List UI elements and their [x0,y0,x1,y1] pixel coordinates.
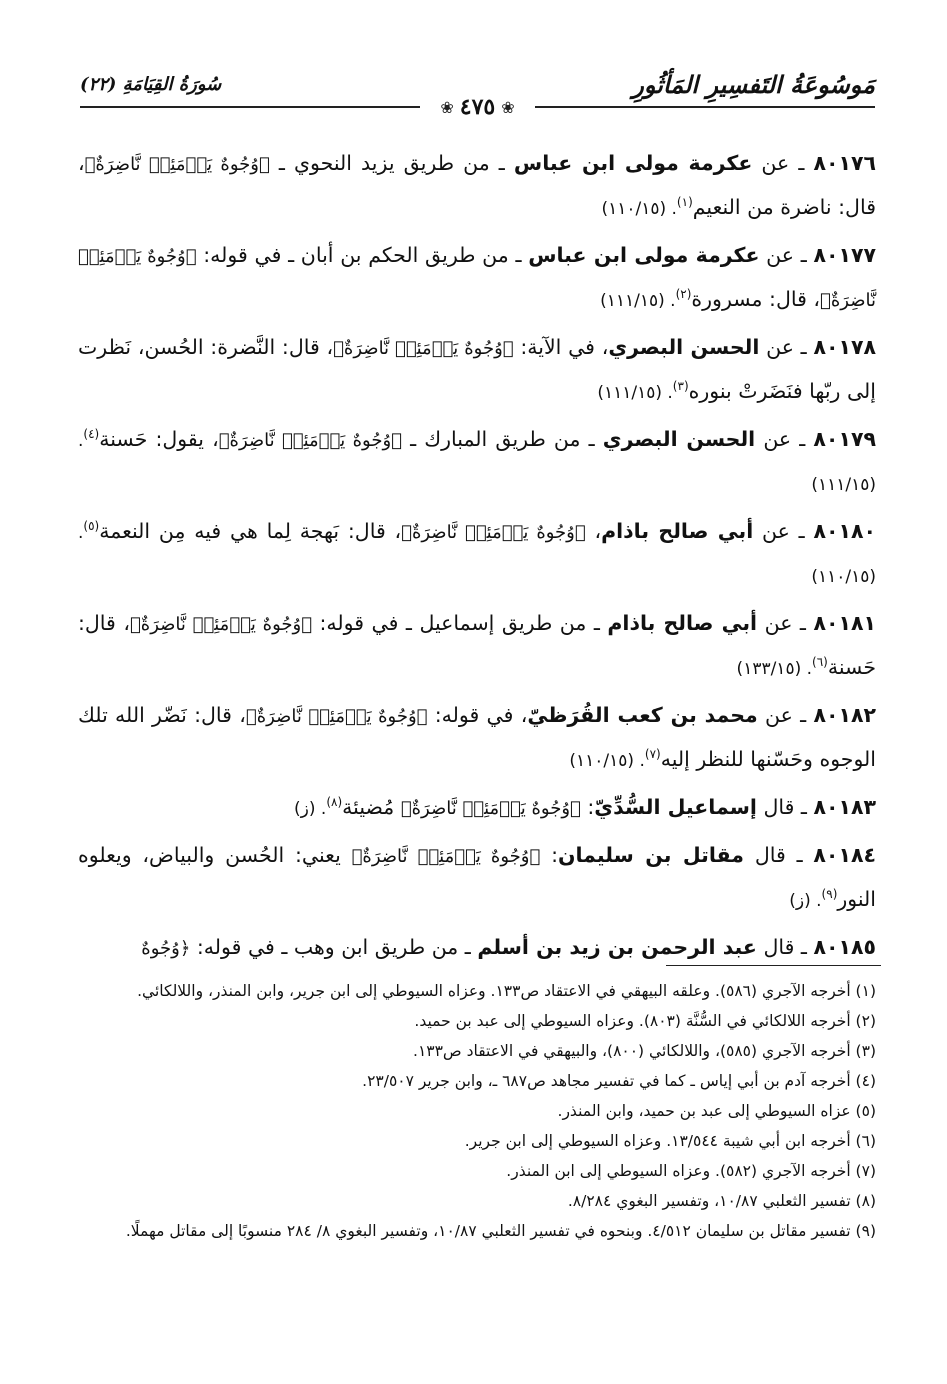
ornament-icon: ❀ [501,97,515,117]
entry-text: يعني: الحُسن والبياض، ويعلوه النور [78,843,876,911]
ornament-icon: ❀ [440,97,454,117]
quran-verse: ﴿وُجُوهٌ يَوۡمَئِذٖ نَّاضِرَةٌ﴾ [245,706,428,727]
footnote-item: (٢) أخرجه اللالكائي في السُّنَّة (٨٠٣). وعزاه السيوطي إلى عبد بن حميد. [414,1012,876,1030]
footnotes-list [78,976,876,1246]
volume-reference: . (١١١/١٥) [597,383,673,403]
quran-verse: ﴿وُجُوهٌ يَوۡمَئِذٖ نَّاضِرَةٌ﴾ [351,846,541,867]
entry-number: ٨٠١٨٥ [813,935,876,959]
narrator-name: أبي صالح باذام [601,519,754,543]
entry-text: ـ عن [755,427,814,451]
entry-text: ـ عن [759,243,814,267]
footnote-marker: (٨) [326,795,343,810]
footnote-item: (١) أخرجه الآجري (٥٨٦). وعلقه البيهقي في الاعتقاد ص١٣٣. وعزاه السيوطي إلى ابن جرير، وابن المنذر، واللالكائي. [137,982,876,1000]
footnote-marker: (٧) [644,747,661,762]
entry-text: ، قال: بَهجة لِما هي فيه مِن النعمة [99,519,402,543]
entry-text: ـ عن [757,611,814,635]
entry-number: ٨٠١٨١ [813,611,877,635]
narration-entry [78,694,876,782]
footnote-marker: (١) [676,195,693,210]
entry-text: مُضيئة [342,795,401,819]
entry-text: ، قال: نَضّر الله تلك الوجوه وحَسّنها للنظر إليه [78,703,876,771]
quran-verse: ﴿وُجُوهٌ يَوۡمَئِذٖ نَّاضِرَةٌ﴾ [400,798,581,819]
narration-entry [78,786,876,830]
narrator-name: عكرمة مولى ابن عباس [513,151,753,175]
entry-text: ـ من طريق يزيد النحوي ـ [269,151,514,175]
volume-reference: . (١١٠/١٥) [78,523,876,587]
footnote-marker: (٤) [83,427,100,442]
footnote-item: (٤) أخرجه آدم بن أبي إياس ـ كما في تفسير مجاهد ص٦٨٧ ـ، وابن جرير ٢٣/٥٠٧. [362,1072,876,1090]
volume-reference: . (١١١/١٥) [600,291,676,311]
page-number-box [420,92,535,122]
narrator-name: أبي صالح باذام [607,611,758,635]
quran-verse: ﴿وُجُوهٌ يَوۡمَئِذٖ نَّاضِرَةٌ﴾ [129,614,312,635]
entry-text: ـ من طريق إسماعيل ـ في قوله: [312,611,608,635]
entry-number: ٨٠١٨٢ [813,703,876,727]
narration-entry [78,234,876,322]
narration-entry [78,142,876,230]
entry-text: ، قال: مسرورة [691,287,821,311]
entry-number: ٨٠١٨٣ [813,795,876,819]
quran-verse: ﴿وُجُوهٌ يَوۡمَئِذٖ نَّاضِرَةٌ﴾ [78,246,876,311]
entry-text: ـ من طريق ابن وهب ـ في قوله: [190,935,478,959]
entry-text: : [580,795,595,819]
entry-text: ، [585,519,602,543]
narration-entry [78,326,876,414]
volume-reference: . (١٣٣/١٥) [736,659,813,679]
narration-entry [78,926,876,970]
entry-text: ـ عن [757,703,814,727]
footnote-item: (٩) تفسير مقاتل بن سليمان ٤/٥١٢. وبنحوه في تفسير الثعلبي ١٠/٨٧، وتفسير البغوي ٨/ ٢٨٤ منسوبًا إلى مقاتل مهملًا. [125,1222,876,1240]
narrations-list [78,142,876,974]
entry-text: ، يقول: حَسنة [99,427,219,451]
entry-number: ٨٠١٧٧ [813,243,876,267]
entry-text: ـ من طريق المبارك ـ [401,427,603,451]
narrator-name: الحسن البصري [602,427,756,451]
entry-number: ٨٠١٧٩ [813,427,876,451]
book-title: مَوسُوعَةُ التَفسِيرِ المَأثُورِ [632,70,875,99]
narrator-name: الحسن البصري [608,335,760,359]
entry-text: : [540,843,558,867]
entry-number: ٨٠١٧٨ [813,335,876,359]
entry-text: ـ قال [756,935,814,959]
volume-reference: . (١١٠/١٥) [601,199,677,219]
volume-reference: . (١١١/١٥) [78,431,876,495]
footnote-marker: (٢) [675,287,692,302]
entry-text: ، قال: ناضرة من النعيم [78,151,876,219]
entry-text: ، في الآية: [513,335,609,359]
footnote-marker: (٥) [83,519,100,534]
entry-text: ، في قوله: [427,703,528,727]
narration-entry [78,510,876,598]
footnote-item: (٧) أخرجه الآجري (٥٨٢). وعزاه السيوطي إلى ابن المنذر. [506,1162,876,1180]
footnote-marker: (٦) [812,655,828,670]
quran-verse: ﴿وُجُوهٌ [141,938,191,959]
entry-text: ـ قال [756,795,814,819]
narrator-name: محمد بن كعب القُرَظيّ [527,703,758,727]
entry-text: ـ عن [753,519,814,543]
volume-reference: . (١١٠/١٥) [569,751,645,771]
entry-number: ٨٠١٧٦ [813,151,877,175]
narrator-name: عكرمة مولى ابن عباس [528,243,760,267]
quran-verse: ﴿وُجُوهٌ يَوۡمَئِذٖ نَّاضِرَةٌ﴾ [84,154,270,175]
entry-text: ، قال: النَّضرة: الحُسن، نَظرت إلى ربّها فنَضَرتْ بنوره [78,335,876,403]
footnote-item: (٦) أخرجه ابن أبي شيبة ١٣/٥٤٤. وعزاه السيوطي إلى ابن جرير. [464,1132,876,1150]
footnote-marker: (٩) [821,887,838,902]
narration-entry [78,418,876,506]
entry-text: ـ عن [759,335,814,359]
footnote-rule [666,965,881,966]
surah-title: سُورَةُ القِيَامَةِ (٢٢) [80,74,222,95]
footnote-marker: (٣) [672,379,689,394]
entry-text: ـ عن [752,151,814,175]
footnote-item: (٣) أخرجه الآجري (٥٨٥)، واللالكائي (٨٠٠)، والبيهقي في الاعتقاد ص١٣٣. [413,1042,876,1060]
entry-number: ٨٠١٨٤ [813,843,876,867]
footnote-item: (٥) عزاه السيوطي إلى عبد بن حميد، وابن المنذر. [557,1102,876,1120]
narrator-name: عبد الرحمن بن زيد بن أسلم [477,935,757,959]
narrator-name: مقاتل بن سليمان [557,843,744,867]
entry-text: ـ قال [744,843,814,867]
page-number: ٤٧٥ [459,94,496,120]
entry-number: ٨٠١٨٠ [813,519,876,543]
quran-verse: ﴿وُجُوهٌ يَوۡمَئِذٖ نَّاضِرَةٌ﴾ [333,338,514,359]
narrator-name: إسماعيل السُّدِّيّ [594,795,757,819]
entry-text: ـ من طريق الحكم بن أبان ـ في قوله: [196,243,529,267]
footnote-item: (٨) تفسير الثعلبي ١٠/٨٧، وتفسير البغوي ٨/٢٨٤. [567,1192,876,1210]
page-header [80,62,875,132]
narration-entry [78,602,876,690]
quran-verse: ﴿وُجُوهٌ يَوۡمَئِذٖ نَّاضِرَةٌ﴾ [401,522,586,543]
narration-entry [78,834,876,922]
entry-text: ، قال: حَسنة [78,611,876,679]
volume-reference: . (ز) [294,799,327,819]
volume-reference: . (ز) [789,891,822,911]
quran-verse: ﴿وُجُوهٌ يَوۡمَئِذٖ نَّاضِرَةٌ﴾ [218,430,402,451]
